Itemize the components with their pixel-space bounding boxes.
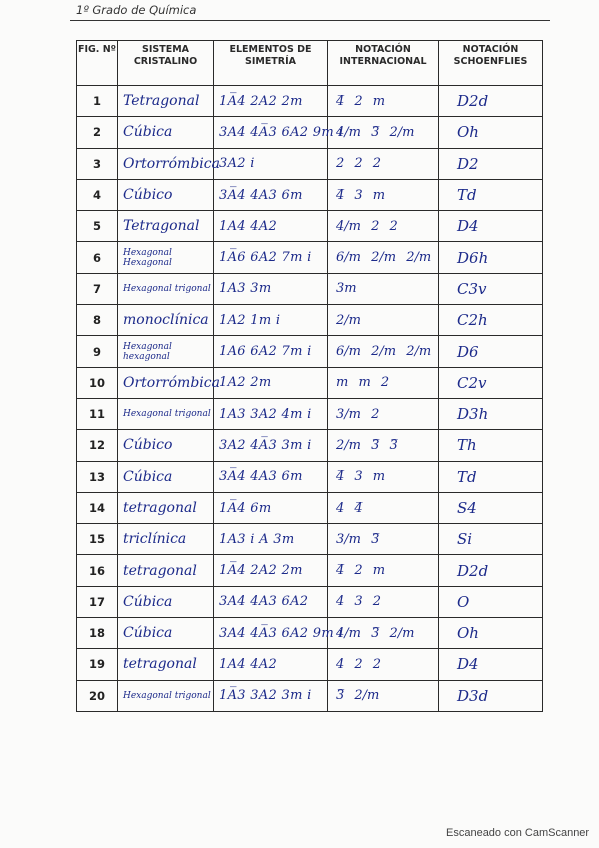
fig-number-cell: 2 [77, 117, 118, 148]
header-rule [70, 20, 550, 21]
fig-number-cell: 5 [77, 211, 118, 242]
fig-number-cell: 19 [77, 649, 118, 680]
fig-number-cell: 20 [77, 680, 118, 711]
schoenflies-notation-cell: D6 [439, 336, 543, 367]
symmetry-elements-cell: 1A3 i A 3m [214, 524, 328, 555]
page-header: 1º Grado de Química [76, 3, 197, 17]
fig-number-cell: 13 [77, 461, 118, 492]
symmetry-elements-cell: 3A2 i [214, 148, 328, 179]
fig-number-cell: 12 [77, 430, 118, 461]
table-row [77, 398, 543, 429]
symmetry-elements-cell: 1A3 3m [214, 273, 328, 304]
schoenflies-notation-cell: D2d [439, 86, 543, 117]
symmetry-elements-cell: 1A̅4 2A2 2m [214, 555, 328, 586]
crystal-system-cell: Tetragonal [118, 86, 214, 117]
fig-number-cell: 15 [77, 524, 118, 555]
fig-number-cell: 4 [77, 179, 118, 210]
table-row [77, 524, 543, 555]
table-row [77, 649, 543, 680]
table-row [77, 86, 543, 117]
international-notation-cell: 3̅ 2/m [328, 680, 439, 711]
table-row [77, 618, 543, 649]
fig-number-cell: 18 [77, 618, 118, 649]
fig-number-cell: 14 [77, 492, 118, 523]
international-notation-cell: 2/m [328, 305, 439, 336]
col-header-system: SISTEMA CRISTALINO [118, 41, 214, 86]
schoenflies-notation-cell: Th [439, 430, 543, 461]
international-notation-cell: 4̅ 2 m [328, 86, 439, 117]
crystal-system-cell: Cúbico [118, 430, 214, 461]
col-header-international: NOTACIÓN INTERNACIONAL [328, 41, 439, 86]
international-notation-cell: 2 2 2 [328, 148, 439, 179]
schoenflies-notation-cell: O [439, 586, 543, 617]
symmetry-elements-cell: 3A4 4A̅3 6A2 9m i [214, 117, 328, 148]
international-notation-cell: m m 2 [328, 367, 439, 398]
crystal-system-cell: Cúbica [118, 586, 214, 617]
fig-number-cell: 17 [77, 586, 118, 617]
symmetry-elements-cell: 1A4 4A2 [214, 211, 328, 242]
schoenflies-notation-cell: Si [439, 524, 543, 555]
crystal-system-cell: tetragonal [118, 555, 214, 586]
international-notation-cell: 3/m 2 [328, 398, 439, 429]
table-row [77, 305, 543, 336]
table-row [77, 148, 543, 179]
international-notation-cell: 4/m 3̅ 2/m [328, 117, 439, 148]
table-row [77, 430, 543, 461]
table-row [77, 242, 543, 273]
schoenflies-notation-cell: D3d [439, 680, 543, 711]
symmetry-elements-cell: 1A6 6A2 7m i [214, 336, 328, 367]
crystal-system-cell: Hexagonal trigonal [118, 273, 214, 304]
schoenflies-notation-cell: C2h [439, 305, 543, 336]
fig-number-cell: 10 [77, 367, 118, 398]
crystal-system-cell: Cúbica [118, 618, 214, 649]
international-notation-cell: 3m [328, 273, 439, 304]
schoenflies-notation-cell: Td [439, 461, 543, 492]
symmetry-elements-cell: 3A̅4 4A3 6m [214, 179, 328, 210]
crystal-system-cell: triclínica [118, 524, 214, 555]
international-notation-cell: 4 3 2 [328, 586, 439, 617]
table-row [77, 492, 543, 523]
international-notation-cell: 4 4̅ [328, 492, 439, 523]
table-row [77, 336, 543, 367]
international-notation-cell: 4/m 2 2 [328, 211, 439, 242]
symmetry-elements-cell: 3A4 4A3 6A2 [214, 586, 328, 617]
crystal-system-cell: tetragonal [118, 492, 214, 523]
schoenflies-notation-cell: Td [439, 179, 543, 210]
col-header-elements: ELEMENTOS DE SIMETRÍA [214, 41, 328, 86]
table-row [77, 273, 543, 304]
fig-number-cell: 16 [77, 555, 118, 586]
crystal-system-cell: tetragonal [118, 649, 214, 680]
crystal-system-cell: Hexagonal trigonal [118, 398, 214, 429]
symmetry-elements-cell: 1A4 4A2 [214, 649, 328, 680]
scanner-watermark: Escaneado con CamScanner [446, 827, 590, 839]
symmetry-elements-cell: 1A̅4 6m [214, 492, 328, 523]
international-notation-cell: 6/m 2/m 2/m [328, 336, 439, 367]
schoenflies-notation-cell: S4 [439, 492, 543, 523]
schoenflies-notation-cell: Oh [439, 117, 543, 148]
schoenflies-notation-cell: D2 [439, 148, 543, 179]
crystal-system-cell: Ortorrómbica [118, 367, 214, 398]
col-header-schoenflies: NOTACIÓN SCHOENFLIES [439, 41, 543, 86]
international-notation-cell: 2/m 3̅ 3̅ [328, 430, 439, 461]
crystal-system-cell: Tetragonal [118, 211, 214, 242]
table-row [77, 586, 543, 617]
crystal-system-cell: Cúbica [118, 117, 214, 148]
symmetry-elements-cell: 1A2 2m [214, 367, 328, 398]
fig-number-cell: 8 [77, 305, 118, 336]
international-notation-cell: 4̅ 3 m [328, 179, 439, 210]
table-row [77, 211, 543, 242]
schoenflies-notation-cell: D4 [439, 211, 543, 242]
fig-number-cell: 9 [77, 336, 118, 367]
international-notation-cell: 4̅ 3 m [328, 461, 439, 492]
crystal-system-cell: Hexagonal trigonal [118, 680, 214, 711]
table-header-row [77, 41, 543, 86]
schoenflies-notation-cell: C3v [439, 273, 543, 304]
international-notation-cell: 4 2 2 [328, 649, 439, 680]
table-row [77, 117, 543, 148]
schoenflies-notation-cell: D6h [439, 242, 543, 273]
symmetry-elements-cell: 1A3 3A2 4m i [214, 398, 328, 429]
schoenflies-notation-cell: C2v [439, 367, 543, 398]
fig-number-cell: 11 [77, 398, 118, 429]
fig-number-cell: 3 [77, 148, 118, 179]
symmetry-elements-cell: 3A2 4A̅3 3m i [214, 430, 328, 461]
symmetry-elements-cell: 1A̅3 3A2 3m i [214, 680, 328, 711]
table-row [77, 461, 543, 492]
symmetry-elements-cell: 1A̅6 6A2 7m i [214, 242, 328, 273]
table-row [77, 367, 543, 398]
symmetry-elements-cell: 1A̅4 2A2 2m [214, 86, 328, 117]
crystal-system-cell: Cúbica [118, 461, 214, 492]
fig-number-cell: 1 [77, 86, 118, 117]
international-notation-cell: 4/m 3̅ 2/m [328, 618, 439, 649]
international-notation-cell: 4̅ 2 m [328, 555, 439, 586]
crystal-system-cell: Hexagonal hexagonal [118, 336, 214, 367]
table-row [77, 555, 543, 586]
symmetry-elements-cell: 3A4 4A̅3 6A2 9m i [214, 618, 328, 649]
schoenflies-notation-cell: D2d [439, 555, 543, 586]
col-header-fig: FIG. Nº [77, 41, 118, 86]
table-row [77, 179, 543, 210]
crystal-system-cell: Hexagonal Hexagonal [118, 242, 214, 273]
symmetry-elements-cell: 1A2 1m i [214, 305, 328, 336]
crystal-system-cell: Ortorrómbica [118, 148, 214, 179]
schoenflies-notation-cell: Oh [439, 618, 543, 649]
international-notation-cell: 6/m 2/m 2/m [328, 242, 439, 273]
international-notation-cell: 3/m 3̅ [328, 524, 439, 555]
crystal-system-cell: monoclínica [118, 305, 214, 336]
table-row [77, 680, 543, 711]
fig-number-cell: 7 [77, 273, 118, 304]
schoenflies-notation-cell: D4 [439, 649, 543, 680]
schoenflies-notation-cell: D3h [439, 398, 543, 429]
fig-number-cell: 6 [77, 242, 118, 273]
crystal-system-cell: Cúbico [118, 179, 214, 210]
symmetry-table [76, 40, 543, 712]
symmetry-elements-cell: 3A̅4 4A3 6m [214, 461, 328, 492]
